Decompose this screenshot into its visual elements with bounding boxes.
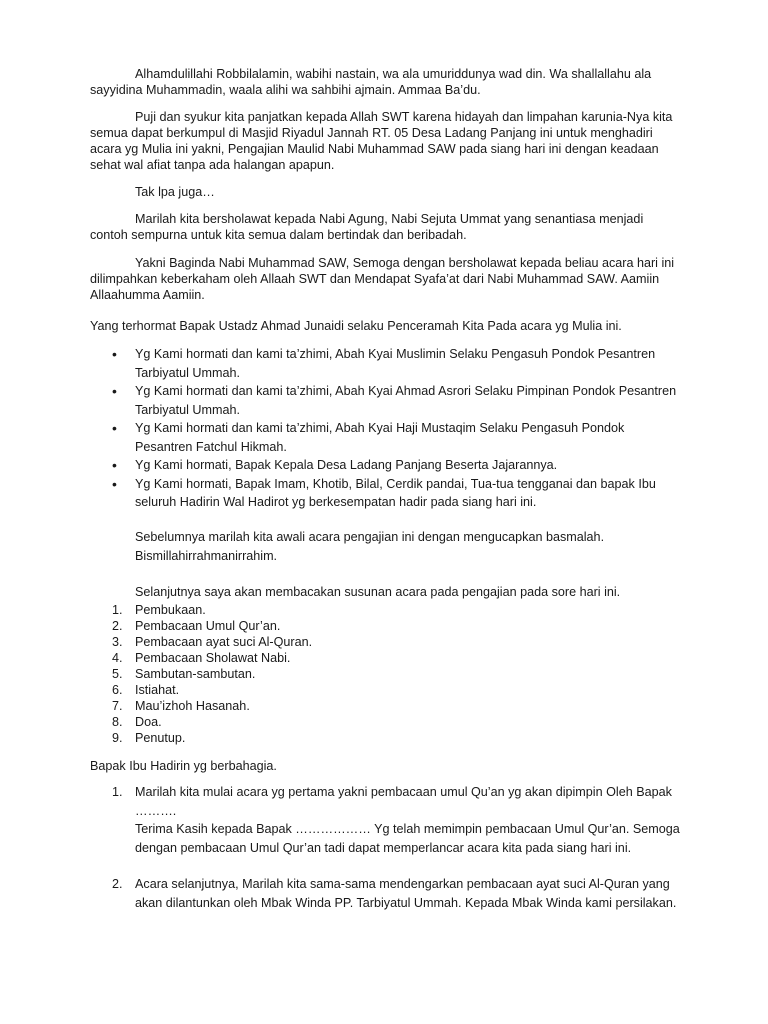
basmalah-intro: Sebelumnya marilah kita awali acara pengajian ini dengan mengucapkan basmalah. — [135, 530, 605, 544]
list-item: • Yg Kami hormati dan kami ta’zhimi, Abah Kyai Haji Mustaqim Selaku Pengasuh Pondok Pesantren Fatchul Hikmah. — [90, 419, 680, 456]
prophet-paragraph: Yakni Baginda Nabi Muhammad SAW, Semoga dengan bersholawat kepada beliau acara hari ini dilimpahkan keberkaham oleh Allaah SWT dan Mendapat Syafa’at dari Nabi Muhammad SAW. Aamiin Allaahumma Aamiin. — [90, 256, 675, 302]
agenda-number: 5. — [112, 667, 123, 681]
agenda-number: 1. — [112, 603, 123, 617]
agenda-item — [90, 666, 680, 682]
agenda-text: Istiahat. — [135, 683, 180, 697]
agenda-item — [90, 618, 680, 634]
step-item — [90, 875, 680, 912]
sholawat-paragraph: Marilah kita bersholawat kepada Nabi Agung, Nabi Sejuta Ummat yang senantiasa menjadi contoh sempurna untuk kita semua dalam bertindak dan beribadah. — [90, 212, 644, 242]
agenda-item — [90, 650, 680, 666]
agenda-text: Pembukaan. — [135, 603, 206, 617]
agenda-number: 6. — [112, 683, 123, 697]
list-item: • Yg Kami hormati, Bapak Kepala Desa Ladang Panjang Beserta Jajarannya. — [90, 456, 680, 475]
agenda-text: Pembacaan Umul Qur’an. — [135, 619, 281, 633]
agenda-number: 3. — [112, 635, 123, 649]
agenda-intro: Selanjutnya saya akan membacakan susunan acara pada pengajian pada sore hari ini. — [135, 585, 621, 599]
agenda-item — [90, 682, 680, 698]
agenda-item — [90, 730, 680, 746]
agenda-list — [90, 602, 680, 746]
agenda-text: Pembacaan Sholawat Nabi. — [135, 651, 291, 665]
address-line: Bapak Ibu Hadirin yg berbahagia. — [90, 759, 277, 773]
agenda-item — [90, 602, 680, 618]
agenda-text: Mau’izhoh Hasanah. — [135, 699, 250, 713]
basmalah-text: Bismillahirrahmanirrahim. — [135, 548, 278, 563]
agenda-item — [90, 634, 680, 650]
step-number: 1. — [112, 785, 123, 799]
step-number: 2. — [112, 877, 123, 891]
basmalah-block — [135, 528, 680, 565]
list-item: • Yg Kami hormati dan kami ta’zhimi, Abah Kyai Ahmad Asrori Selaku Pimpinan Pondok Pesantren Tarbiyatul Ummah. — [90, 382, 680, 419]
step-line: Acara selanjutnya, Marilah kita sama-sama mendengarkan pembacaan ayat suci Al-Quran yang akan dilantunkan oleh Mbak Winda PP. Tarbiyatul Ummah. Kepada Mbak Winda kami persilakan. — [135, 877, 677, 910]
agenda-number: 7. — [112, 699, 123, 713]
step-line: Marilah kita mulai acara yg pertama yakni pembacaan umul Qu’an yg akan dipimpin Oleh Bapak ………. — [135, 785, 672, 818]
agenda-text: Doa. — [135, 715, 162, 729]
steps-list — [90, 783, 680, 912]
agenda-text: Sambutan-sambutan. — [135, 667, 256, 681]
list-item: • Yg Kami hormati, Bapak Imam, Khotib, Bilal, Cerdik pandai, Tua-tua tengganai dan bapak Ibu seluruh Hadirin Wal Hadirot yg berkesempatan hadir pada siang hari ini. — [90, 475, 680, 512]
step-line: Terima Kasih kepada Bapak ……………… Yg telah memimpin pembacaan Umul Qur’an. Semoga dengan pembacaan Umul Qur’an tadi dapat memperlancar acara kita pada siang hari ini. — [135, 822, 680, 855]
agenda-item — [90, 714, 680, 730]
step-item — [90, 783, 680, 857]
list-item: • Yg Kami hormati dan kami ta’zhimi, Abah Kyai Muslimin Selaku Pengasuh Pondok Pesantren Tarbiyatul Ummah. — [90, 345, 680, 382]
agenda-number: 2. — [112, 619, 123, 633]
agenda-text: Pembacaan ayat suci Al-Quran. — [135, 635, 313, 649]
honorees-list — [90, 345, 680, 512]
greeting-line: Yang terhormat Bapak Ustadz Ahmad Junaidi selaku Penceramah Kita Pada acara yg Mulia ini. — [90, 319, 622, 333]
also-paragraph: Tak lpa juga… — [135, 185, 215, 199]
agenda-number: 9. — [112, 731, 123, 745]
gratitude-paragraph: Puji dan syukur kita panjatkan kepada Allah SWT karena hidayah dan limpahan karunia-Nya kita semua dapat berkumpul di Masjid Riyadul Jannah RT. 05 Desa Ladang Panjang ini untuk menghadiri acara yg Mulia ini yakni, Pengajian Maulid Nabi Muhammad SAW pada siang hari ini dengan keadaan sehat wal afiat tanpa ada halangan apapun. — [90, 110, 673, 172]
agenda-number: 4. — [112, 651, 123, 665]
agenda-number: 8. — [112, 715, 123, 729]
opening-paragraph: Alhamdulillahi Robbilalamin, wabihi nastain, wa ala umuriddunya wad din. Wa shallallahu ala sayyidina Muhammadin, waala alihi wa sahbihi ajmain. Ammaa Ba’du. — [90, 67, 652, 97]
agenda-text: Penutup. — [135, 731, 186, 745]
agenda-item — [90, 698, 680, 714]
